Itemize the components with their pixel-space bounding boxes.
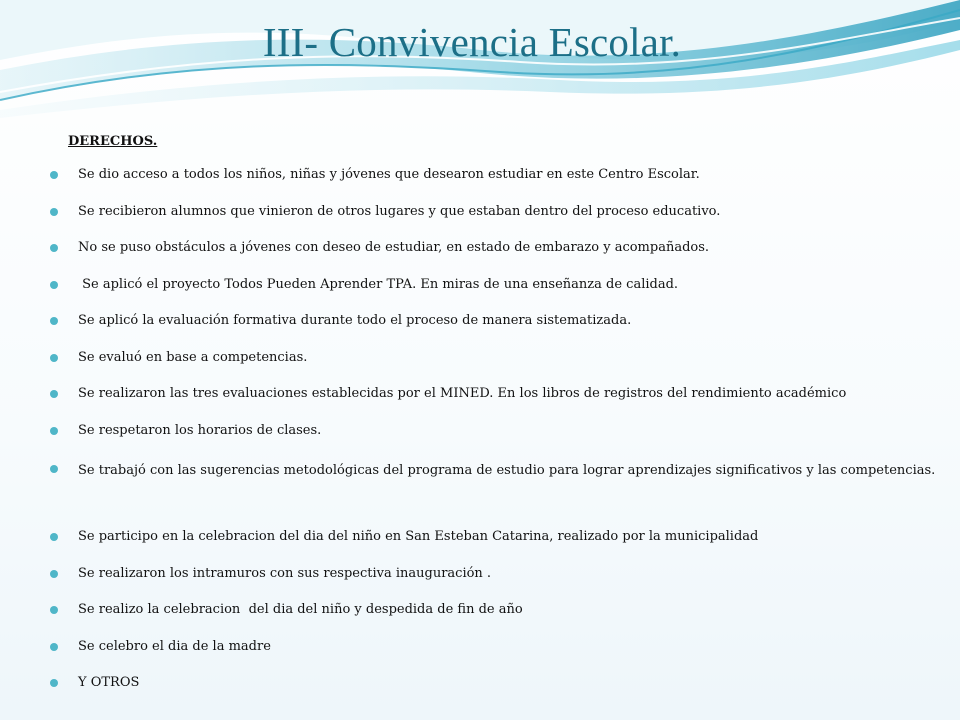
list-item-text: Se participo en la celebracion del dia del niño en San Esteban Catarina, realizado por la municipalidad <box>78 529 759 544</box>
bullet-dot-icon <box>50 281 58 289</box>
list-item-text: Se realizaron los intramuros con sus respectiva inauguración . <box>78 565 492 581</box>
list-item <box>50 455 940 525</box>
bullet-dot-icon <box>50 317 58 325</box>
list-item <box>50 562 940 599</box>
list-item <box>50 163 940 200</box>
bullet-dot-icon <box>50 643 58 651</box>
list-item <box>50 309 940 346</box>
list-item-text: Se evaluó en base a competencias. <box>78 349 308 365</box>
bullet-dot-icon <box>50 354 58 362</box>
list-item-text: Y OTROS <box>78 675 140 690</box>
list-item <box>50 346 940 383</box>
bullet-dot-icon <box>50 606 58 614</box>
list-item-text: Se aplicó el proyecto Todos Pueden Aprender TPA. En miras de una enseñanza de calidad. <box>78 276 679 292</box>
bullet-dot-icon <box>50 390 58 398</box>
list-item-text: Se realizaron las tres evaluaciones establecidas por el MINED. En los libros de registros del rendimiento académico <box>78 386 847 401</box>
list-item <box>50 273 940 310</box>
list-item <box>50 236 940 273</box>
list-item-text: Se recibieron alumnos que vinieron de otros lugares y que estaban dentro del proceso educativo. <box>78 203 721 219</box>
bullet-dot-icon <box>50 533 58 541</box>
list-item <box>50 200 940 237</box>
slide-title: III- Convivencia Escolar. <box>262 19 682 65</box>
bullet-dot-icon <box>50 570 58 578</box>
list-item-text: Se aplicó la evaluación formativa durante todo el proceso de manera sistematizada. <box>78 313 632 328</box>
bullet-dot-icon <box>50 465 58 473</box>
list-item <box>50 382 940 419</box>
list-item <box>50 419 940 456</box>
list-item-text: Se celebro el dia de la madre <box>78 638 271 654</box>
list-item-text: Se trabajó con las sugerencias metodológicas del programa de estudio para lograr aprendizajes significativos y las competencias. <box>78 463 936 478</box>
bullet-dot-icon <box>50 427 58 435</box>
list-item <box>50 598 940 635</box>
list-item-text: No se puso obstáculos a jóvenes con deseo de estudiar, en estado de embarazo y acompañados. <box>78 240 710 255</box>
bullet-dot-icon <box>50 208 58 216</box>
list-item-text: Se dio acceso a todos los niños, niñas y jóvenes que desearon estudiar en este Centro Escolar. <box>78 167 700 182</box>
bullet-dot-icon <box>50 244 58 252</box>
bullet-dot-icon <box>50 679 58 687</box>
section-heading-derechos: DERECHOS. <box>68 134 158 149</box>
list-item <box>50 635 940 672</box>
list-item-text: Se realizo la celebracion del dia del niño y despedida de fin de año <box>78 602 523 617</box>
list-item <box>50 525 940 562</box>
bullet-list <box>50 163 940 708</box>
list-item <box>50 671 940 708</box>
bullet-dot-icon <box>50 171 58 179</box>
list-item-text: Se respetaron los horarios de clases. <box>78 422 322 438</box>
